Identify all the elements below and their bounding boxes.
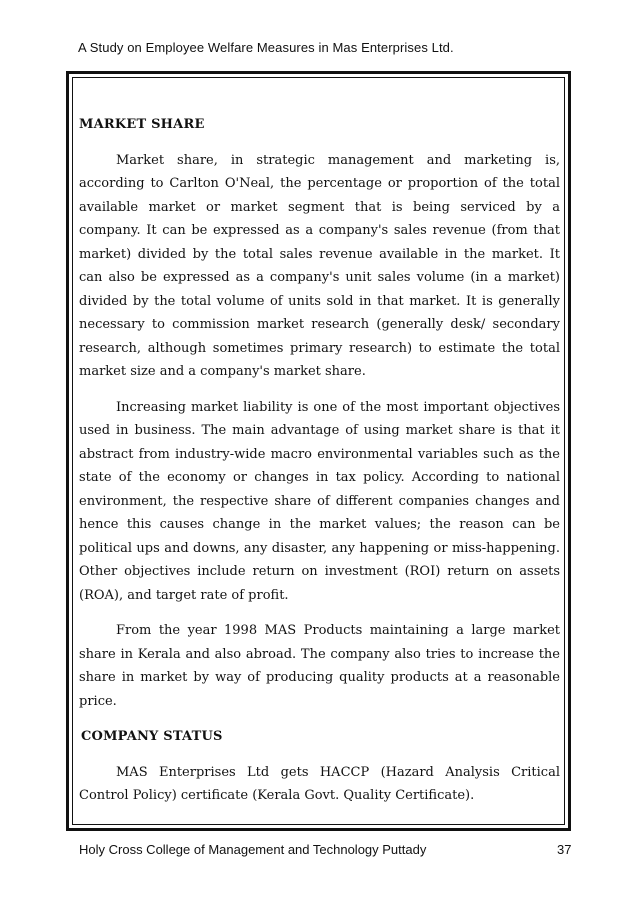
- page-content: [79, 113, 560, 820]
- paragraph-market-share-3: From the year 1998 MAS Products maintaining a large market share in Kerala and also abroad. The company also tries to increase the share in market by way of producing quality products at a reasonable price.: [79, 623, 560, 709]
- paragraph-market-share-1: Market share, in strategic management and marketing is, according to Carlton O'Neal, the percentage or proportion of the total available market or market segment that is being serviced by a company. It can be expressed as a company's sales revenue (from that market) divided by the total sales revenue available in the market. It can also be expressed as a company's unit sales volume (in a market) divided by the total volume of units sold in that market. It is generally necessary to commission market research (generally desk/ secondary research, although sometimes primary research) to estimate the total market size and a company's market share.: [79, 152, 560, 379]
- page-number: 37: [557, 842, 572, 857]
- section-heading-company-status: COMPANY STATUS: [81, 729, 223, 744]
- paragraph-market-share-2: Increasing market liability is one of the most important objectives used in business. The main advantage of using market share is that it abstract from industry-wide macro environmental variables such as the state of the economy or changes in tax policy. According to national environment, the respective share of different companies changes and hence this causes change in the market values; the reason can be political ups and downs, any disaster, any happening or miss-happening. Other objectives include return on investment (ROI) return on assets (ROA), and target rate of profit.: [79, 399, 560, 603]
- paragraph-company-status-1: MAS Enterprises Ltd gets HACCP (Hazard Analysis Critical Control Policy) certificate (Kerala Govt. Quality Certificate).: [79, 764, 560, 803]
- page-header: A Study on Employee Welfare Measures in Mas Enterprises Ltd.: [78, 40, 454, 55]
- section-heading-market-share: MARKET SHARE: [79, 117, 205, 132]
- footer-institution: Holy Cross College of Management and Technology Puttady: [79, 842, 427, 857]
